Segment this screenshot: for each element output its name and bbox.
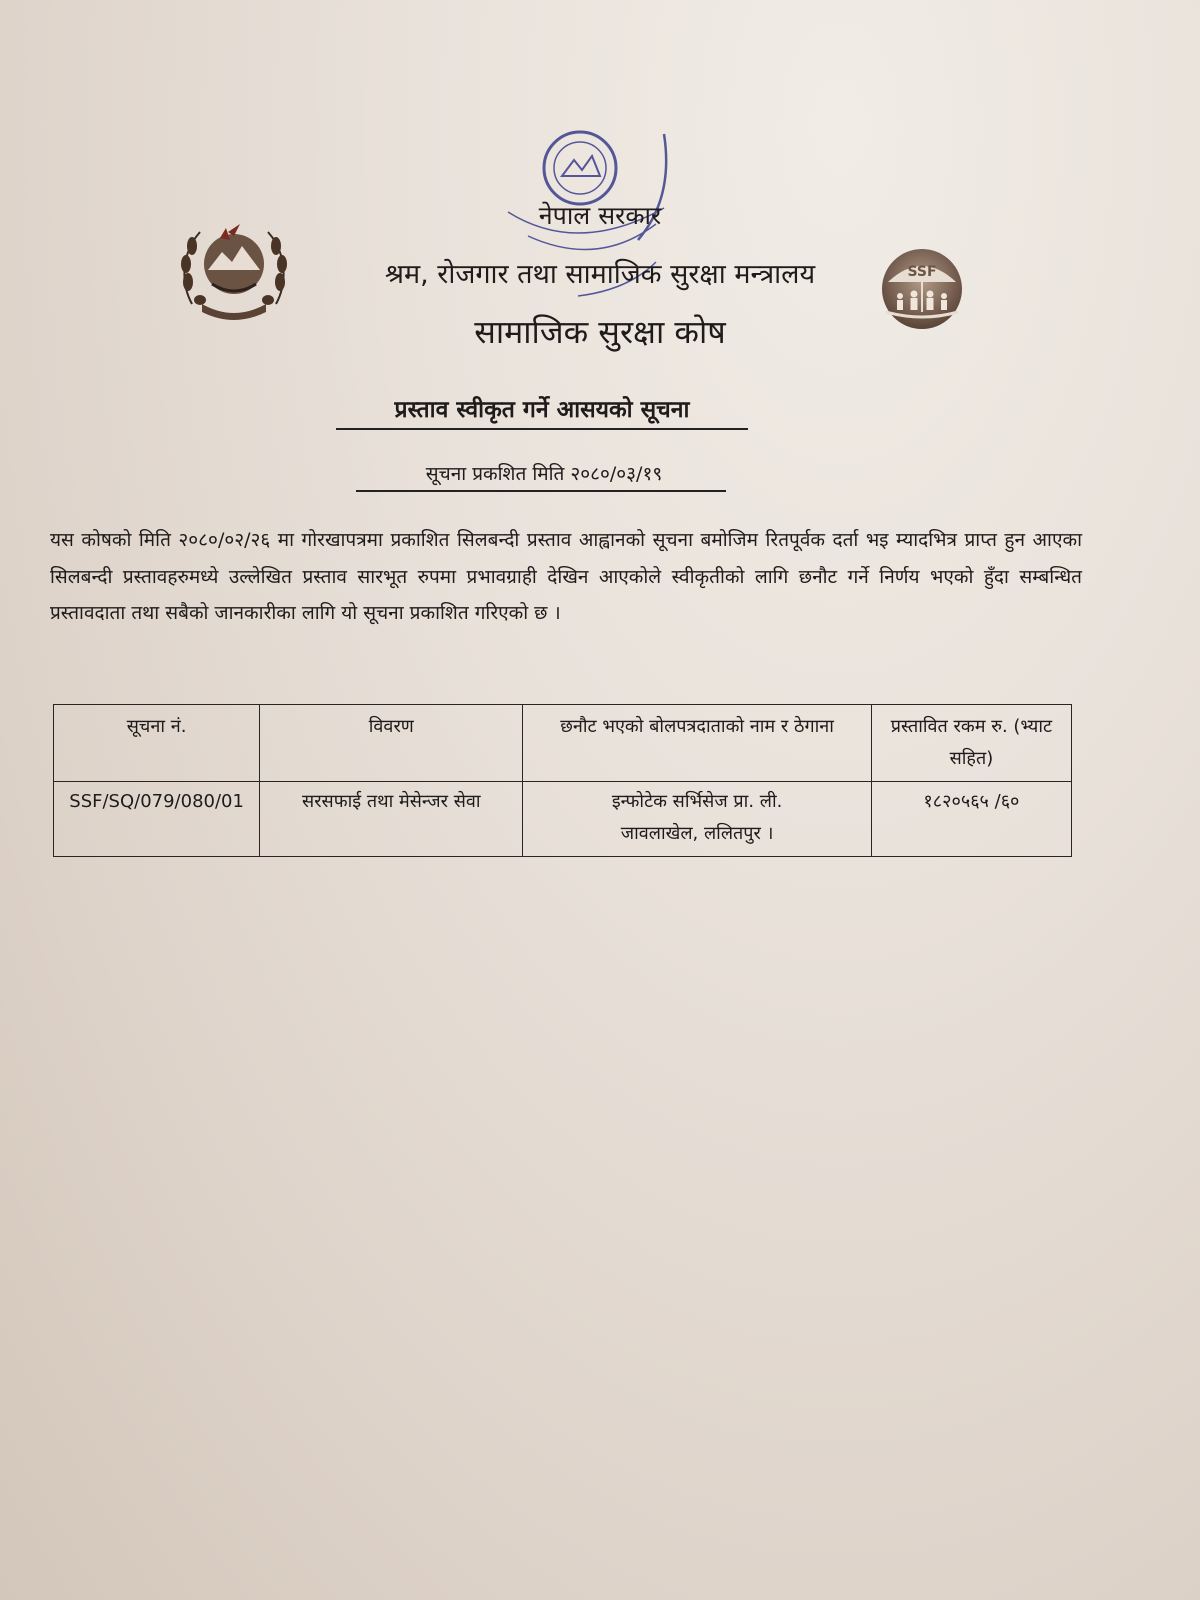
notice-title: प्रस्ताव स्वीकृत गर्ने आसयको सूचना bbox=[336, 392, 748, 430]
publish-date-value: २०८०/०३/१९ bbox=[570, 463, 663, 485]
table-row bbox=[54, 782, 1072, 857]
ministry-heading: श्रम, रोजगार तथा सामाजिक सुरक्षा मन्त्रालय bbox=[384, 259, 816, 290]
government-heading: नेपाल सरकार bbox=[538, 201, 662, 230]
header-amount: प्रस्तावित रकम रु. (भ्याट सहित) bbox=[871, 705, 1071, 782]
cell-notice-no: SSF/SQ/079/080/01 bbox=[54, 782, 260, 857]
header-bidder: छनौट भएको बोलपत्रदाताको नाम र ठेगाना bbox=[523, 705, 871, 782]
fund-heading: सामाजिक सुरक्षा कोष bbox=[474, 313, 726, 351]
table-header-row bbox=[54, 705, 1072, 782]
header-description: विवरण bbox=[260, 705, 523, 782]
notice-paragraph: यस कोषको मिति २०८०/०२/२६ मा गोरखापत्रमा प्रकाशित सिलबन्दी प्रस्ताव आह्वानको सूचना बमोजिम रितपूर्वक दर्ता भइ म्यादभित्र प्राप्त हुन आएका सिलबन्दी प्रस्तावहरुमध्ये उल्लेखित प्रस्ताव सारभूत रुपमा प्रभावग्राही देखिन आएकोले स्वीकृतीको लागि छनौट गर्ने निर्णय भएको हुँदा सम्बन्धित प्रस्तावदाता तथा सबैको जानकारीका लागि यो सूचना प्रकाशित गरिएको छ । bbox=[50, 529, 1082, 624]
header-notice-no: सूचना नं. bbox=[54, 705, 260, 782]
publish-date-label: सूचना प्रकशित मिति bbox=[425, 463, 565, 485]
svg-text:SSF: SSF bbox=[907, 264, 937, 280]
cell-amount: १८२०५६५ /६० bbox=[871, 782, 1071, 857]
cell-bidder bbox=[523, 782, 871, 857]
award-table bbox=[53, 704, 1072, 857]
publish-date-line bbox=[356, 460, 726, 492]
bidder-name: इन्फोटेक सर्भिसेज प्रा. ली. bbox=[611, 791, 783, 812]
bidder-address: जावलाखेल, ललितपुर । bbox=[620, 823, 774, 844]
cell-description: सरसफाई तथा मेसेन्जर सेवा bbox=[260, 782, 523, 857]
